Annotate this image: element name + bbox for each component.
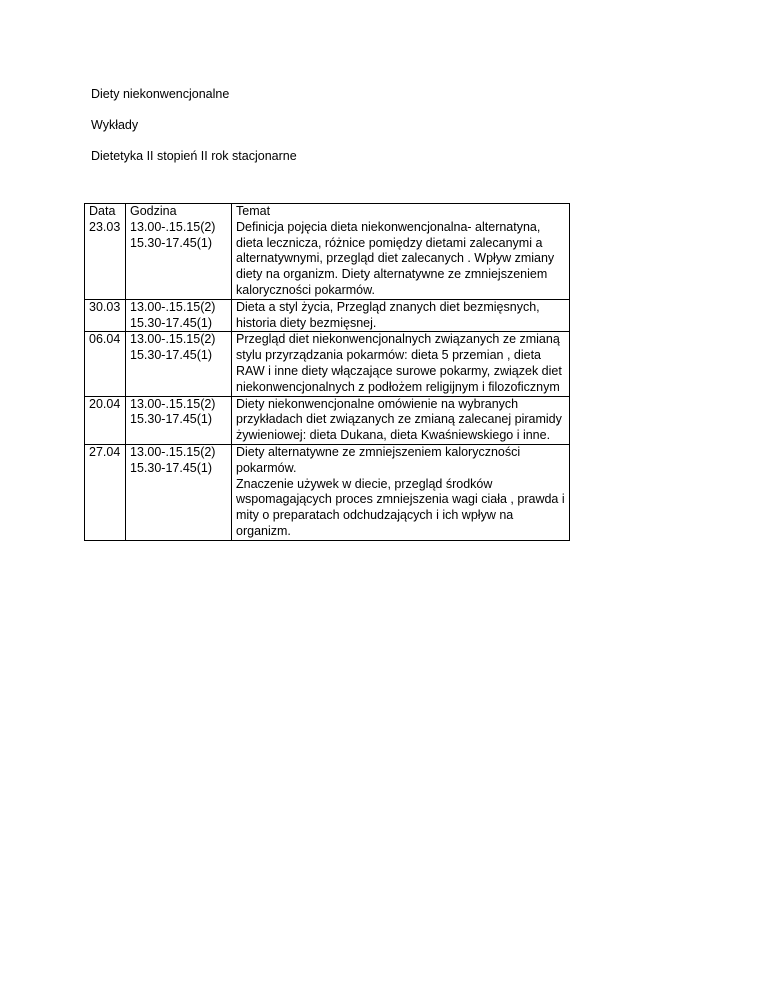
topic-text: alternatywnymi, przegląd diet zalecanych . Wpływ zmiany: [236, 251, 555, 266]
time-cell: [126, 299, 232, 332]
date-cell: [85, 204, 126, 300]
topic-cell: [232, 299, 570, 332]
time-cell: [126, 396, 232, 444]
table-row: [85, 444, 570, 540]
topic-text: dieta lecznicza, różnice pomiędzy dietami zalecanymi a: [236, 235, 543, 250]
table-row: [85, 204, 570, 300]
date-value: 27.04: [89, 444, 121, 459]
time-value: 15.30-17.45(1): [130, 460, 213, 475]
topic-cell: [232, 444, 570, 540]
time-header: Godzina: [130, 204, 177, 218]
lecture-schedule-table: [84, 203, 570, 541]
course-name: Dietetyka II stopień II rok stacjonarne: [91, 149, 297, 163]
topic-text: kaloryczności pokarmów.: [236, 282, 375, 297]
time-value: 13.00-.15.15(2): [130, 444, 216, 459]
topic-text: wspomagających proces zmniejszenia wagi ciała , prawda i: [236, 492, 565, 507]
topic-cell: [232, 204, 570, 300]
topic-text: organizm.: [236, 523, 291, 538]
topic-text: Znaczenie używek w diecie, przegląd środków: [236, 476, 493, 491]
time-value: 15.30-17.45(1): [130, 348, 213, 363]
topic-text: Dieta a styl życia, Przegląd znanych diet bezmięsnych,: [236, 299, 540, 314]
date-value: 06.04: [89, 332, 121, 347]
topic-text: historia diety bezmięsnej.: [236, 315, 377, 330]
date-value: 20.04: [89, 396, 121, 411]
document-subtitle: Wykłady: [91, 118, 139, 132]
time-value: 13.00-.15.15(2): [130, 299, 216, 314]
topic-text: diety na organizm. Diety alternatywne ze zmniejszeniem: [236, 267, 548, 282]
time-cell: [126, 204, 232, 300]
topic-text: RAW i inne diety włączające surowe pokarmy, związek diet: [236, 363, 562, 378]
time-cell: [126, 332, 232, 396]
date-cell: [85, 299, 126, 332]
topic-text: Definicja pojęcia dieta niekonwencjonalna- alternatyna,: [236, 219, 541, 234]
time-value: 15.30-17.45(1): [130, 235, 213, 250]
time-value: 15.30-17.45(1): [130, 412, 213, 427]
time-value: 15.30-17.45(1): [130, 315, 213, 330]
topic-text: Diety niekonwencjonalne omówienie na wybranych: [236, 396, 519, 411]
document-title: Diety niekonwencjonalne: [91, 87, 230, 101]
topic-cell: [232, 332, 570, 396]
time-value: 13.00-.15.15(2): [130, 219, 216, 234]
table-row: [85, 299, 570, 332]
topic-text: stylu przyrządzania pokarmów: dieta 5 przemian , dieta: [236, 348, 542, 363]
table-row: [85, 332, 570, 396]
date-value: 30.03: [89, 299, 121, 314]
topic-text: Diety alternatywne ze zmniejszeniem kaloryczności: [236, 444, 521, 459]
topic-text: żywieniowej: dieta Dukana, dieta Kwaśniewskiego i inne.: [236, 428, 551, 443]
date-cell: [85, 444, 126, 540]
topic-text: niekonwencjonalnych z podłożem religijnym i filozoficznym: [236, 379, 560, 394]
topic-text: pokarmów.: [236, 460, 297, 475]
topic-text: mity o preparatach odchudzających i ich wpływ na: [236, 508, 514, 523]
date-cell: [85, 332, 126, 396]
date-cell: [85, 396, 126, 444]
time-cell: [126, 444, 232, 540]
date-value: 23.03: [89, 219, 121, 234]
topic-cell: [232, 396, 570, 444]
table-row: [85, 396, 570, 444]
topic-text: przykładach diet związanych ze zmianą zalecanej piramidy: [236, 412, 562, 427]
date-header: Data: [89, 204, 116, 218]
time-value: 13.00-.15.15(2): [130, 332, 216, 347]
time-value: 13.00-.15.15(2): [130, 396, 216, 411]
topic-header: Temat: [236, 204, 271, 218]
topic-text: Przegląd diet niekonwencjonalnych związanych ze zmianą: [236, 332, 560, 347]
